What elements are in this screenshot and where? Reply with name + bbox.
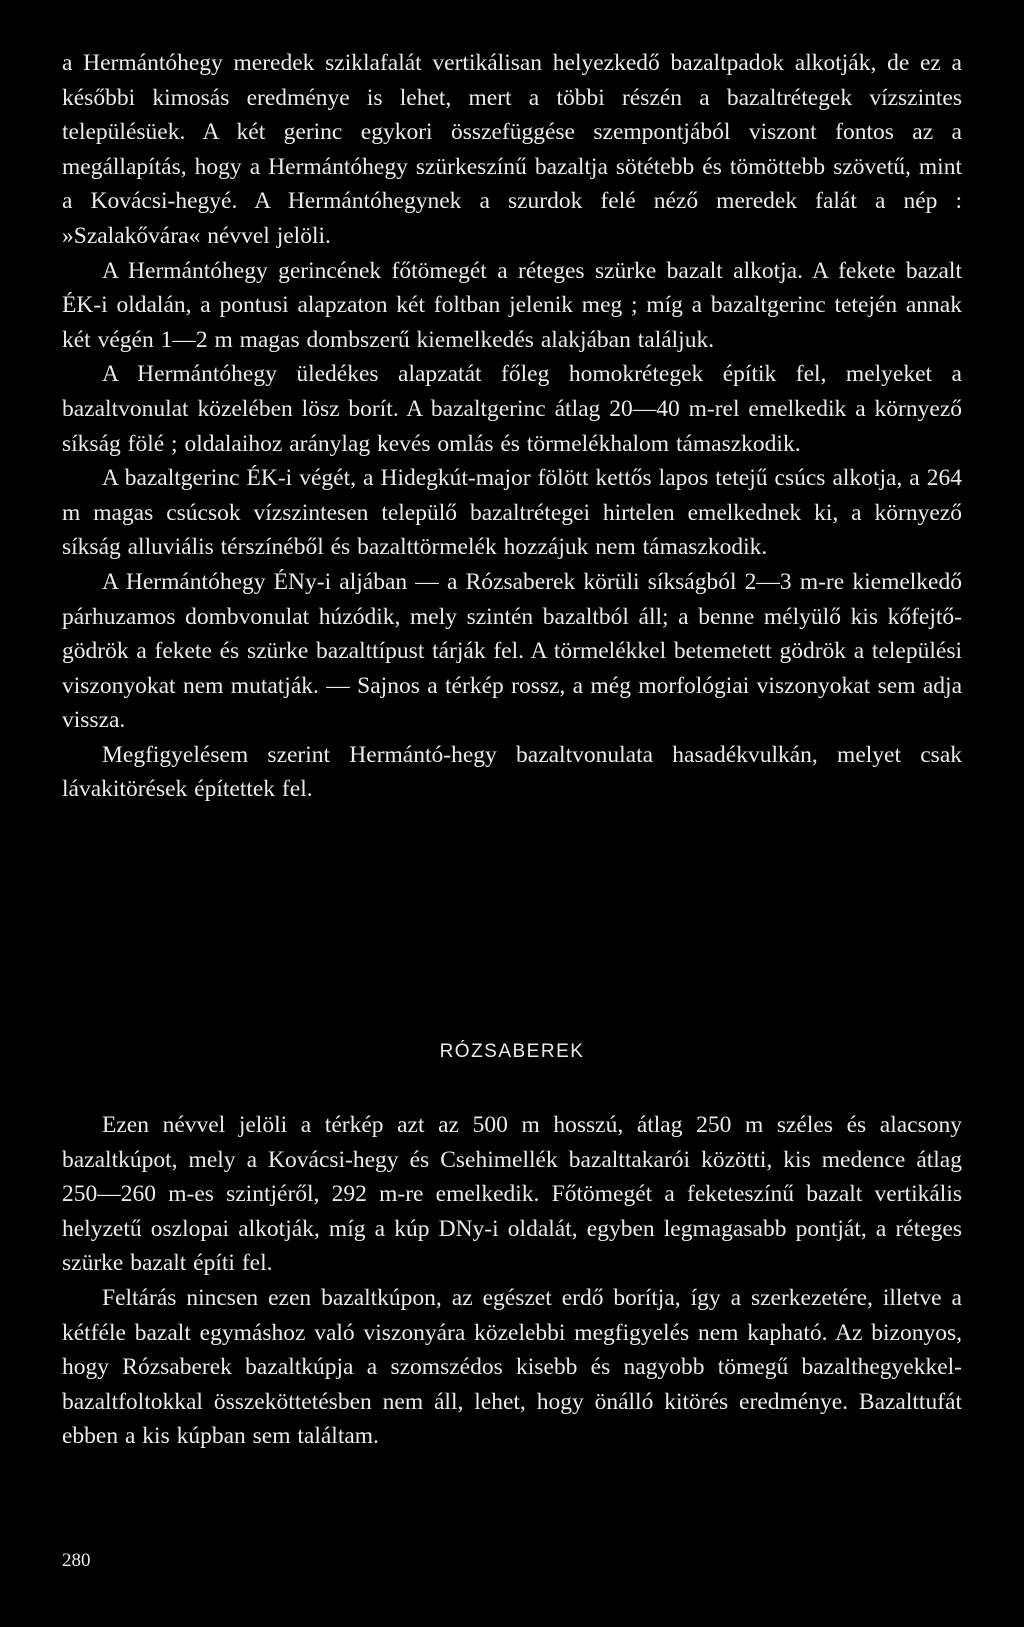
paragraph: Ezen névvel jelöli a térkép azt az 500 m hosszú, átlag 250 m széles és alacsony bazaltkúpot, mely a Kovácsi-hegy és Csehimellék bazalttakarói közötti, kis medence átlag 250—260 m-es szintjéről, 292 m-re emelkedik. Főtömegét a feketeszínű bazalt vertikális helyzetű oszlopai alkotják, míg a kúp DNy-i oldalát, egyben legmagasabb pontját, a réteges szürke bazalt építi fel. xyxy=(62,1112,962,1277)
page-number: 280 xyxy=(62,1550,91,1571)
paragraph: Megfigyelésem szerint Hermántó-hegy bazaltvonulata hasadékvulkán, melyet csak lávakitörések építettek fel. xyxy=(62,741,962,803)
paragraph: a Hermántóhegy meredek sziklafalát vertikálisan helyezkedő bazaltpadok alkotják, de ez a későbbi kimosás eredménye is lehet, mert a többi részén a bazaltrétegek vízszintes településüek. A két gerinc egykori összefüggése szempontjából viszont fontos az a megállapítás, hogy a Hermántóhegy szürkeszínű bazaltja sötétebb és tömöttebb szövetű, mint a Kovácsi-hegyé. A Hermántóhegynek a szurdok felé néző meredek falát a nép : »Szalakővára« névvel jelöli. xyxy=(62,50,962,249)
section-rozsaberek xyxy=(62,1108,962,1454)
paragraph: A Hermántóhegy ÉNy-i aljában — a Rózsaberek körüli síkságból 2—3 m-re kiemelkedő párhuzamos dombvonulat húzódik, mely szintén bazaltból áll; a benne mélyülő kis kőfejtő-gödrök a fekete és szürke bazalttípust tárják fel. A törmelékkel betemetett gödrök a települési viszonyokat nem mutatják. — Sajnos a térkép rossz, a még morfológiai viszonyokat sem adja vissza. xyxy=(62,568,962,734)
section-heading: RÓZSABEREK xyxy=(439,1041,585,1062)
section-hermantohegy xyxy=(62,46,962,807)
page-content xyxy=(62,46,962,1450)
paragraph: Feltárás nincsen ezen bazaltkúpon, az egészet erdő borítja, így a szerkezetére, illetve a kétféle bazalt egymáshoz való viszonyára közelebbi megfigyelés nem kapható. Az bizonyos, hogy Rózsaberek bazaltkúpja a szomszédos kisebb és nagyobb tömegű bazalthegyekkel-bazaltfoltokkal összeköttetésben nem áll, lehet, hogy önálló kitörés eredménye. Bazalttufát ebben a kis kúpban sem találtam. xyxy=(62,1284,962,1450)
paragraph: A bazaltgerinc ÉK-i végét, a Hidegkút-major fölött kettős lapos tetejű csúcs alkotja, a 264 m magas csúcsok vízszintesen települő bazaltrétegei hirtelen emelkednek ki, a környező síkság alluviális térszínéből és bazalttörmelék hozzájuk nem támaszkodik. xyxy=(62,465,962,561)
paragraph: A Hermántóhegy üledékes alapzatát főleg homokrétegek építik fel, melyeket a bazaltvonulat közelében lösz borít. A bazaltgerinc átlag 20—40 m-rel emelkedik a környező síkság fölé ; oldalaihoz aránylag kevés omlás és törmelékhalom támaszkodik. xyxy=(62,361,962,457)
paragraph: A Hermántóhegy gerincének főtömegét a réteges szürke bazalt alkotja. A fekete bazalt ÉK-i oldalán, a pontusi alapzaton két foltban jelenik meg ; míg a bazaltgerinc tetején annak két végén 1—2 m magas dombszerű kiemelkedés alakjában találjuk. xyxy=(62,257,962,353)
